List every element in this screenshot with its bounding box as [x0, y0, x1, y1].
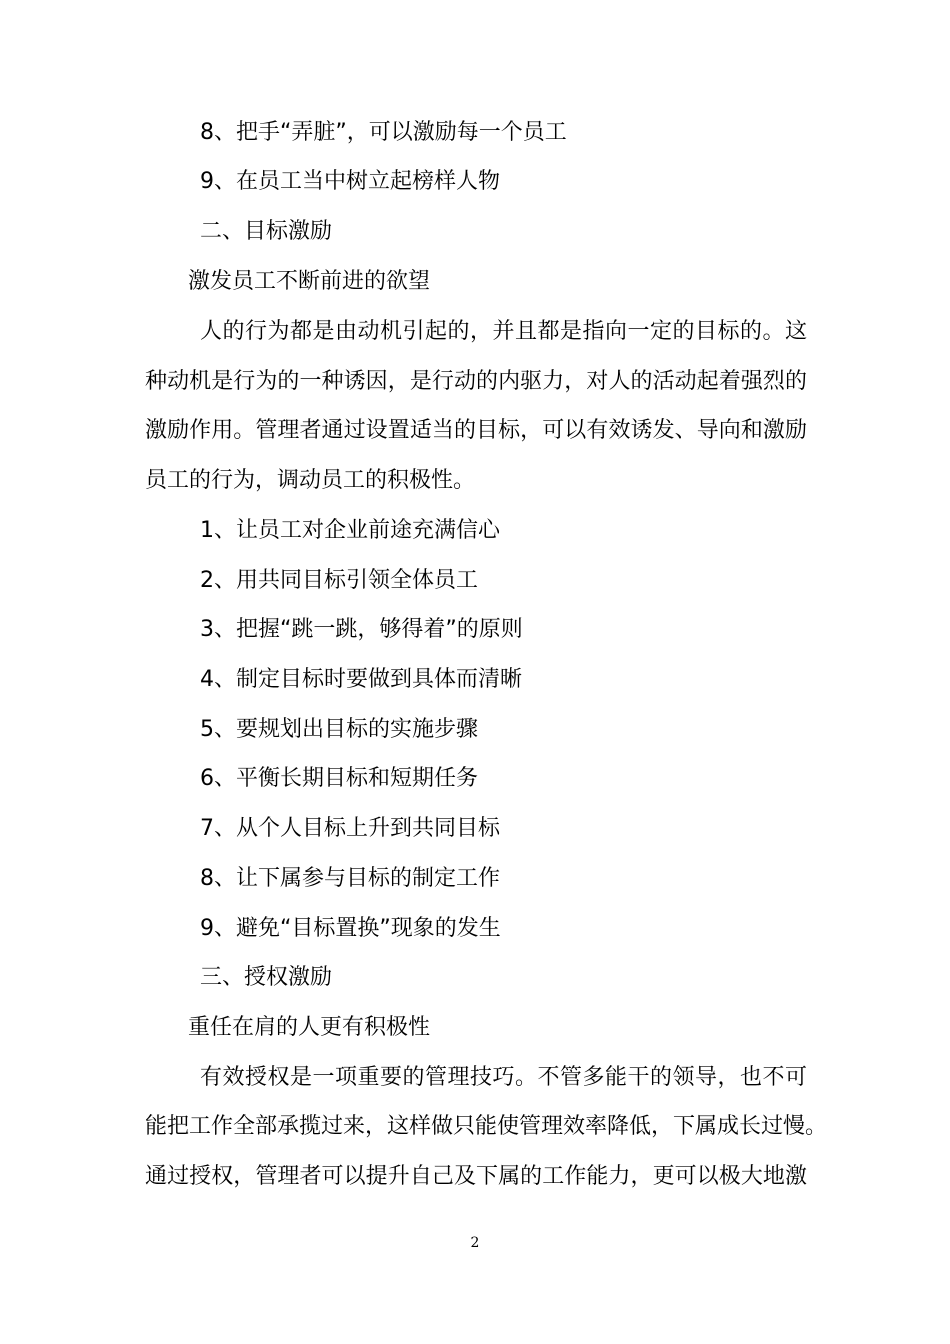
- paragraph-line: 人的行为都是由动机引起的，并且都是指向一定的目标的。这: [200, 319, 807, 344]
- list-item: 1、让员工对企业前途充满信心: [200, 518, 500, 543]
- paragraph-line: 种动机是行为的一种诱因，是行动的内驱力，对人的活动起着强烈的: [145, 369, 807, 394]
- page-number: 2: [470, 1235, 480, 1251]
- list-item: 3、把握“跳一跳，够得着”的原则: [200, 617, 523, 642]
- list-item: 9、在员工当中树立起榜样人物: [200, 169, 500, 194]
- list-item: 9、避免“目标置换”现象的发生: [200, 916, 501, 941]
- paragraph-line: 员工的行为，调动员工的积极性。: [145, 468, 476, 493]
- list-item: 8、让下属参与目标的制定工作: [200, 866, 500, 891]
- list-item: 7、从个人目标上升到共同目标: [200, 816, 500, 841]
- list-item: 8、把手“弄脏”，可以激励每一个员工: [200, 120, 567, 145]
- paragraph-line: 激励作用。管理者通过设置适当的目标，可以有效诱发、导向和激励: [145, 418, 807, 443]
- paragraph-line: 有效授权是一项重要的管理技巧。不管多能干的领导，也不可: [200, 1065, 807, 1090]
- paragraph-line: 能把工作全部承揽过来，这样做只能使管理效率降低，下属成长过慢。: [145, 1114, 828, 1139]
- section-subheading: 重任在肩的人更有积极性: [188, 1015, 431, 1040]
- list-item: 5、要规划出目标的实施步骤: [200, 717, 478, 742]
- list-item: 4、制定目标时要做到具体而清晰: [200, 667, 522, 692]
- list-item: 6、平衡长期目标和短期任务: [200, 766, 478, 791]
- section-subheading: 激发员工不断前进的欲望: [188, 269, 431, 294]
- section-heading: 三、授权激励: [200, 965, 333, 990]
- section-heading: 二、目标激励: [200, 219, 333, 244]
- list-item: 2、用共同目标引领全体员工: [200, 568, 478, 593]
- paragraph-line: 通过授权，管理者可以提升自己及下属的工作能力，更可以极大地激: [145, 1164, 807, 1189]
